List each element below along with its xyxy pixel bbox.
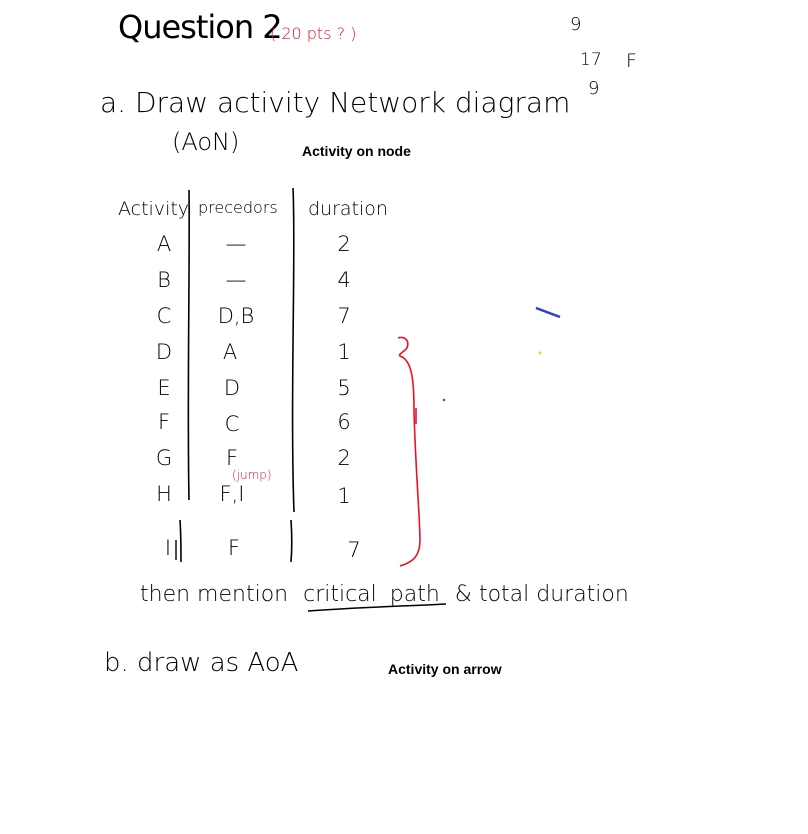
aon-meaning: Activity on node <box>302 143 411 159</box>
red-speck <box>443 399 445 401</box>
predecessor-cell: A <box>222 340 238 364</box>
activity-cell: E <box>157 376 171 400</box>
margin-note-4: 9 <box>588 78 600 99</box>
duration-cell: 4 <box>337 268 351 292</box>
duration-cell: 7 <box>337 304 351 328</box>
duration-cell: 2 <box>337 232 351 256</box>
margin-note-2: 17 <box>580 50 602 70</box>
table-divider-3 <box>180 520 181 562</box>
table-divider-4 <box>291 520 292 562</box>
path-word: path <box>389 582 440 607</box>
margin-note-1: 9 <box>570 14 582 35</box>
margin-note-3: F <box>626 50 637 72</box>
table-header-activity: Activity <box>118 198 190 220</box>
predecessor-cell: F <box>225 446 239 470</box>
duration-cell: 2 <box>337 446 351 470</box>
activity-cell: D <box>155 340 173 364</box>
predecessor-cell: F <box>227 536 241 560</box>
table-header-predecessors: precedors <box>198 198 278 217</box>
predecessor-cell: D,B <box>217 304 255 328</box>
table-divider-2 <box>293 188 294 512</box>
table-header-duration: duration <box>308 198 388 220</box>
aon-label: (AoN) <box>172 128 240 156</box>
activity-cell: G <box>155 446 173 470</box>
predecessor-cell: D <box>223 376 241 400</box>
critical-text-before: then mention <box>140 582 289 607</box>
critical-line <box>140 582 629 607</box>
duration-cell: 7 <box>347 538 361 562</box>
predecessor-cell: C <box>224 412 240 436</box>
duration-cell: 5 <box>337 376 351 400</box>
critical-word: critical <box>303 582 377 607</box>
points-note: ( 20 pts ? ) <box>270 24 357 43</box>
activity-cell: I <box>164 536 172 560</box>
blue-mark <box>536 308 560 317</box>
predecessor-cell: F,I <box>219 482 245 506</box>
yellow-speck <box>539 352 542 355</box>
predecessor-cell: — <box>225 268 247 292</box>
activity-cell: F <box>157 410 171 434</box>
question-title: Question 2 <box>118 8 282 46</box>
duration-cell: 1 <box>337 484 351 508</box>
predecessor-cell: — <box>225 232 247 256</box>
part-b-instruction: b. draw as AoA <box>104 648 299 678</box>
activity-cell: B <box>157 268 171 292</box>
red-brace <box>398 337 420 566</box>
part-a-instruction: a. Draw activity Network diagram <box>100 86 571 119</box>
jump-note: (jump) <box>232 468 272 482</box>
activity-cell: A <box>156 232 172 256</box>
activity-cell: C <box>156 304 172 328</box>
activity-cell: H <box>156 482 172 506</box>
table-divider-1 <box>188 190 189 500</box>
aoa-meaning: Activity on arrow <box>388 661 502 677</box>
critical-text-after: & total duration <box>454 582 629 607</box>
duration-cell: 6 <box>337 410 351 434</box>
duration-cell: 1 <box>337 340 351 364</box>
